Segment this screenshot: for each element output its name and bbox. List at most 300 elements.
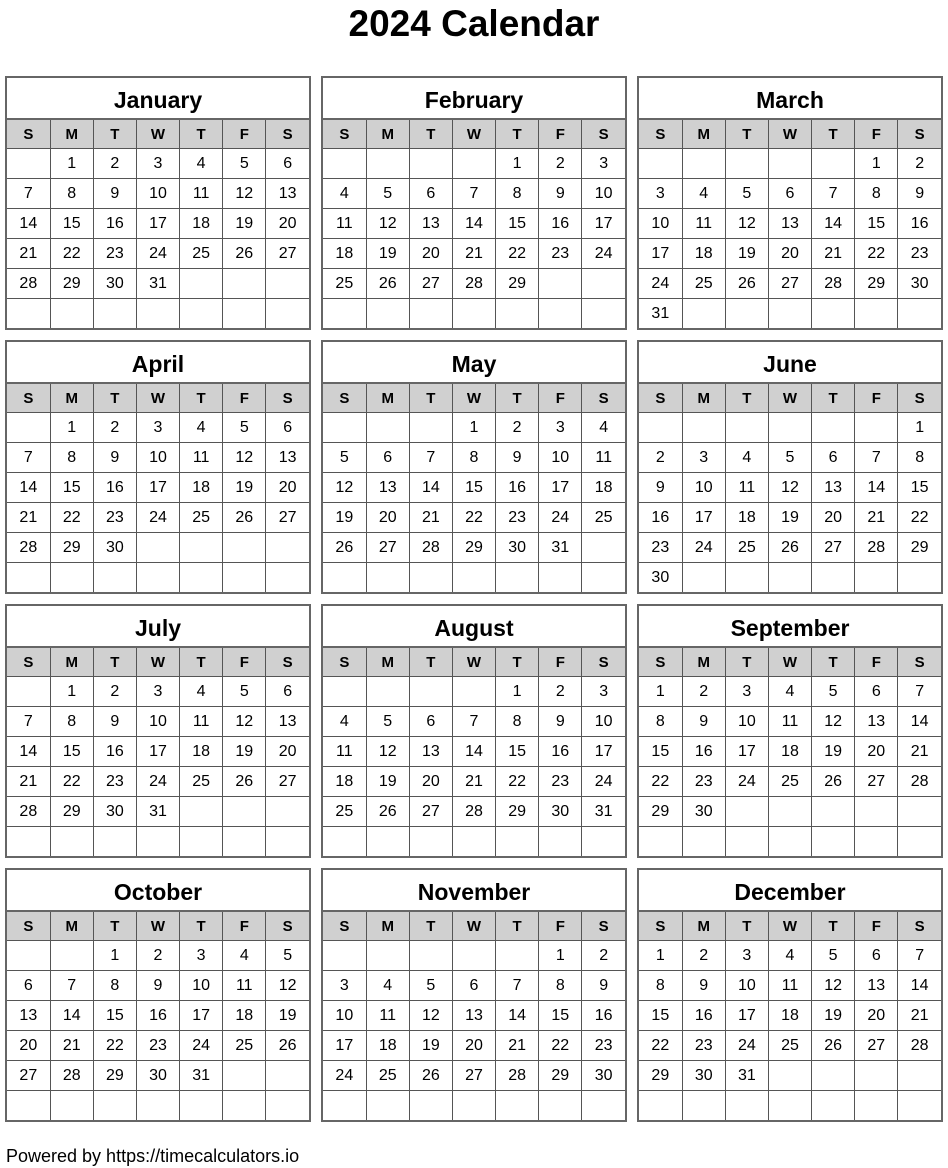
day-cell: 22 [898,503,941,533]
day-cell [366,563,409,593]
day-table [639,912,941,1120]
day-cell: 30 [639,563,682,593]
weekday-header: M [366,648,409,677]
day-cell [266,827,309,857]
day-cell: 28 [898,767,941,797]
weekday-header: S [639,384,682,413]
month-name: March [639,78,941,120]
day-cell: 10 [136,707,179,737]
day-cell: 5 [812,677,855,707]
day-cell: 30 [682,797,725,827]
weekday-header: W [452,120,495,149]
day-cell: 28 [452,797,495,827]
month-name: January [7,78,309,120]
day-cell [639,413,682,443]
day-cell: 7 [7,179,50,209]
day-cell [855,827,898,857]
day-cell: 6 [855,941,898,971]
day-cell [136,563,179,593]
weekday-header: W [136,912,179,941]
day-cell: 5 [223,413,266,443]
day-cell: 30 [93,797,136,827]
weekday-header: W [768,912,811,941]
weekday-header: W [452,912,495,941]
month-july [5,604,311,858]
day-cell: 19 [812,1001,855,1031]
day-cell: 21 [496,1031,539,1061]
day-cell: 26 [725,269,768,299]
day-cell: 15 [496,737,539,767]
weekday-header: T [409,384,452,413]
footer-credit: Powered by https://timecalculators.io [6,1146,300,1166]
weekday-header: F [855,120,898,149]
day-cell [7,299,50,329]
weekday-header-row [323,648,625,677]
day-cell: 8 [539,971,582,1001]
day-table [323,912,625,1120]
day-cell: 21 [898,1001,941,1031]
day-cell: 25 [725,533,768,563]
weekday-header: S [7,120,50,149]
day-cell: 1 [898,413,941,443]
weekday-header: W [136,648,179,677]
day-cell [366,149,409,179]
week-row [7,239,309,269]
weekday-header: T [725,384,768,413]
day-cell: 24 [136,767,179,797]
day-cell: 10 [639,209,682,239]
day-cell: 18 [366,1031,409,1061]
week-row [639,149,941,179]
weekday-header-row [639,120,941,149]
day-cell [323,149,366,179]
day-cell: 26 [409,1061,452,1091]
day-cell: 13 [452,1001,495,1031]
day-cell: 16 [496,473,539,503]
day-cell: 9 [682,707,725,737]
day-cell: 4 [768,677,811,707]
day-cell: 30 [496,533,539,563]
week-row [323,767,625,797]
day-cell: 11 [582,443,625,473]
day-cell [266,563,309,593]
day-cell: 21 [812,239,855,269]
day-cell [323,1091,366,1121]
day-cell: 8 [50,443,93,473]
day-cell: 12 [409,1001,452,1031]
day-cell: 29 [50,797,93,827]
day-cell: 4 [223,941,266,971]
week-row [7,413,309,443]
week-row [323,1091,625,1121]
day-cell: 14 [7,737,50,767]
day-cell: 23 [539,239,582,269]
day-cell: 29 [639,797,682,827]
day-cell: 16 [93,209,136,239]
weekday-header-row [639,912,941,941]
day-cell [223,269,266,299]
day-cell: 10 [725,707,768,737]
week-row [7,149,309,179]
day-cell: 3 [136,677,179,707]
day-cell [898,797,941,827]
day-cell: 9 [539,707,582,737]
month-april [5,340,311,594]
week-row [323,737,625,767]
month-name: February [323,78,625,120]
day-cell: 26 [366,797,409,827]
day-cell [409,941,452,971]
day-cell [812,797,855,827]
day-cell [898,299,941,329]
page-title: 2024 Calendar [348,3,600,44]
week-row [639,1061,941,1091]
weekday-header: M [366,912,409,941]
day-cell: 15 [50,737,93,767]
day-cell: 29 [496,269,539,299]
weekday-header-row [323,120,625,149]
day-cell: 10 [180,971,223,1001]
weekday-header: F [223,912,266,941]
weekday-header: F [539,648,582,677]
day-cell: 14 [452,209,495,239]
day-cell: 22 [50,503,93,533]
month-name: July [7,606,309,648]
week-row [7,1061,309,1091]
day-cell: 10 [323,1001,366,1031]
day-cell: 7 [452,179,495,209]
day-cell: 6 [266,413,309,443]
month-name: May [323,342,625,384]
day-table [639,120,941,328]
weekday-header: S [266,384,309,413]
day-cell: 1 [855,149,898,179]
day-cell [323,677,366,707]
day-cell: 16 [93,737,136,767]
day-cell: 21 [855,503,898,533]
day-cell: 16 [93,473,136,503]
day-cell: 12 [725,209,768,239]
day-cell [409,1091,452,1121]
weekday-header: T [496,120,539,149]
day-cell: 23 [93,767,136,797]
weekday-header: T [409,912,452,941]
day-cell [639,1091,682,1121]
day-cell: 23 [639,533,682,563]
day-cell: 20 [266,209,309,239]
month-february [321,76,627,330]
day-cell: 4 [180,677,223,707]
week-row [323,1061,625,1091]
day-cell [582,299,625,329]
weekday-header: F [855,384,898,413]
week-row [7,737,309,767]
day-cell: 24 [725,767,768,797]
day-cell: 16 [136,1001,179,1031]
weekday-header: W [136,384,179,413]
day-cell [725,149,768,179]
day-cell: 31 [136,797,179,827]
day-cell [725,563,768,593]
week-row [7,827,309,857]
day-cell: 18 [725,503,768,533]
day-cell: 17 [539,473,582,503]
weekday-header: F [855,912,898,941]
day-cell: 31 [136,269,179,299]
day-cell: 26 [266,1031,309,1061]
month-name: April [7,342,309,384]
day-cell [725,1091,768,1121]
day-cell: 19 [725,239,768,269]
weekday-header: S [639,648,682,677]
weekday-header-row [7,648,309,677]
day-cell: 7 [812,179,855,209]
day-cell: 19 [323,503,366,533]
day-cell: 11 [768,707,811,737]
week-row [7,1031,309,1061]
day-cell [180,797,223,827]
weekday-header: T [93,120,136,149]
day-cell [366,1091,409,1121]
day-cell: 12 [768,473,811,503]
day-cell [50,941,93,971]
day-cell: 20 [855,1001,898,1031]
day-cell [768,827,811,857]
day-cell [136,1091,179,1121]
week-row [7,209,309,239]
day-cell: 20 [452,1031,495,1061]
week-row [323,209,625,239]
day-cell [539,563,582,593]
day-cell [725,413,768,443]
day-cell [725,827,768,857]
day-cell: 29 [539,1061,582,1091]
day-cell [93,1091,136,1121]
weekday-header: T [93,912,136,941]
weekday-header: T [409,648,452,677]
day-cell [682,827,725,857]
week-row [7,941,309,971]
week-row [639,269,941,299]
day-cell: 16 [582,1001,625,1031]
day-cell: 19 [768,503,811,533]
day-cell [409,149,452,179]
day-cell [7,1091,50,1121]
weekday-header: S [582,648,625,677]
day-cell [682,149,725,179]
day-cell [266,1091,309,1121]
day-cell: 13 [266,179,309,209]
day-cell: 11 [725,473,768,503]
day-cell: 17 [136,473,179,503]
day-cell: 5 [409,971,452,1001]
day-cell: 19 [812,737,855,767]
day-cell [898,827,941,857]
day-cell: 18 [768,737,811,767]
month-name: September [639,606,941,648]
weekday-header: F [223,648,266,677]
day-cell: 29 [50,269,93,299]
day-table [7,120,309,328]
day-cell: 6 [266,149,309,179]
day-table [7,912,309,1120]
day-cell: 2 [496,413,539,443]
day-cell: 12 [366,737,409,767]
day-cell: 25 [682,269,725,299]
weekday-header: S [582,384,625,413]
day-cell: 30 [93,269,136,299]
day-cell: 27 [409,269,452,299]
week-row [639,1091,941,1121]
day-cell: 8 [898,443,941,473]
day-cell: 29 [639,1061,682,1091]
day-cell: 11 [180,443,223,473]
day-cell: 2 [682,677,725,707]
day-cell [768,563,811,593]
day-cell: 5 [366,707,409,737]
day-cell: 11 [323,737,366,767]
day-cell: 8 [50,707,93,737]
day-cell: 27 [452,1061,495,1091]
day-table [7,648,309,856]
day-cell: 11 [366,1001,409,1031]
week-row [7,971,309,1001]
day-cell: 24 [725,1031,768,1061]
day-cell [180,269,223,299]
day-cell: 14 [452,737,495,767]
day-cell: 10 [725,971,768,1001]
day-cell [812,149,855,179]
day-cell [496,563,539,593]
week-row [7,473,309,503]
day-cell [50,827,93,857]
weekday-header: S [266,648,309,677]
weekday-header: W [136,120,179,149]
day-cell: 13 [366,473,409,503]
day-cell: 6 [855,677,898,707]
week-row [639,797,941,827]
day-cell [180,533,223,563]
day-cell [496,299,539,329]
week-row [323,503,625,533]
day-cell: 22 [50,239,93,269]
week-row [7,707,309,737]
week-row [323,533,625,563]
weekday-header-row [323,912,625,941]
day-cell: 6 [409,179,452,209]
day-cell [266,269,309,299]
day-cell: 3 [582,677,625,707]
week-row [7,443,309,473]
month-may [321,340,627,594]
day-cell: 9 [93,179,136,209]
day-cell: 30 [898,269,941,299]
day-cell: 15 [50,209,93,239]
day-cell: 8 [50,179,93,209]
day-cell: 15 [855,209,898,239]
day-cell [93,299,136,329]
day-cell [409,677,452,707]
weekday-header-row [639,384,941,413]
week-row [323,473,625,503]
day-cell: 11 [180,707,223,737]
day-cell: 24 [582,239,625,269]
day-cell: 5 [366,179,409,209]
day-cell: 12 [266,971,309,1001]
day-cell: 3 [180,941,223,971]
day-cell: 2 [898,149,941,179]
day-cell: 5 [223,149,266,179]
day-cell [496,827,539,857]
day-cell: 27 [366,533,409,563]
day-cell: 21 [898,737,941,767]
day-cell [223,533,266,563]
day-cell: 23 [496,503,539,533]
day-cell: 26 [223,767,266,797]
week-row [639,209,941,239]
day-cell: 6 [812,443,855,473]
day-cell [452,941,495,971]
day-cell: 20 [855,737,898,767]
week-row [323,971,625,1001]
months-grid [5,76,943,1122]
weekday-header: T [496,648,539,677]
week-row [639,971,941,1001]
day-cell [582,533,625,563]
weekday-header: T [409,120,452,149]
day-cell: 17 [582,737,625,767]
day-cell: 1 [539,941,582,971]
day-cell: 3 [682,443,725,473]
day-cell: 22 [539,1031,582,1061]
day-cell: 14 [812,209,855,239]
day-cell: 16 [682,737,725,767]
day-cell [136,827,179,857]
day-cell: 3 [725,677,768,707]
day-cell: 28 [7,269,50,299]
day-cell: 18 [223,1001,266,1031]
day-cell: 21 [7,503,50,533]
day-cell: 16 [898,209,941,239]
day-cell: 4 [323,707,366,737]
day-cell: 4 [768,941,811,971]
day-cell: 7 [898,677,941,707]
weekday-header: T [180,384,223,413]
day-cell [266,299,309,329]
day-cell: 13 [768,209,811,239]
week-row [639,767,941,797]
day-cell: 25 [366,1061,409,1091]
weekday-header: T [725,912,768,941]
day-cell: 22 [855,239,898,269]
day-cell [223,299,266,329]
weekday-header: T [180,120,223,149]
weekday-header: W [452,384,495,413]
day-cell [582,269,625,299]
day-cell: 31 [539,533,582,563]
weekday-header: F [223,384,266,413]
weekday-header: W [768,648,811,677]
day-cell [768,797,811,827]
weekday-header: S [898,912,941,941]
day-cell: 18 [323,767,366,797]
day-cell: 3 [582,149,625,179]
day-cell: 26 [812,767,855,797]
day-cell: 10 [539,443,582,473]
day-cell [452,827,495,857]
day-cell: 1 [639,941,682,971]
week-row [7,533,309,563]
